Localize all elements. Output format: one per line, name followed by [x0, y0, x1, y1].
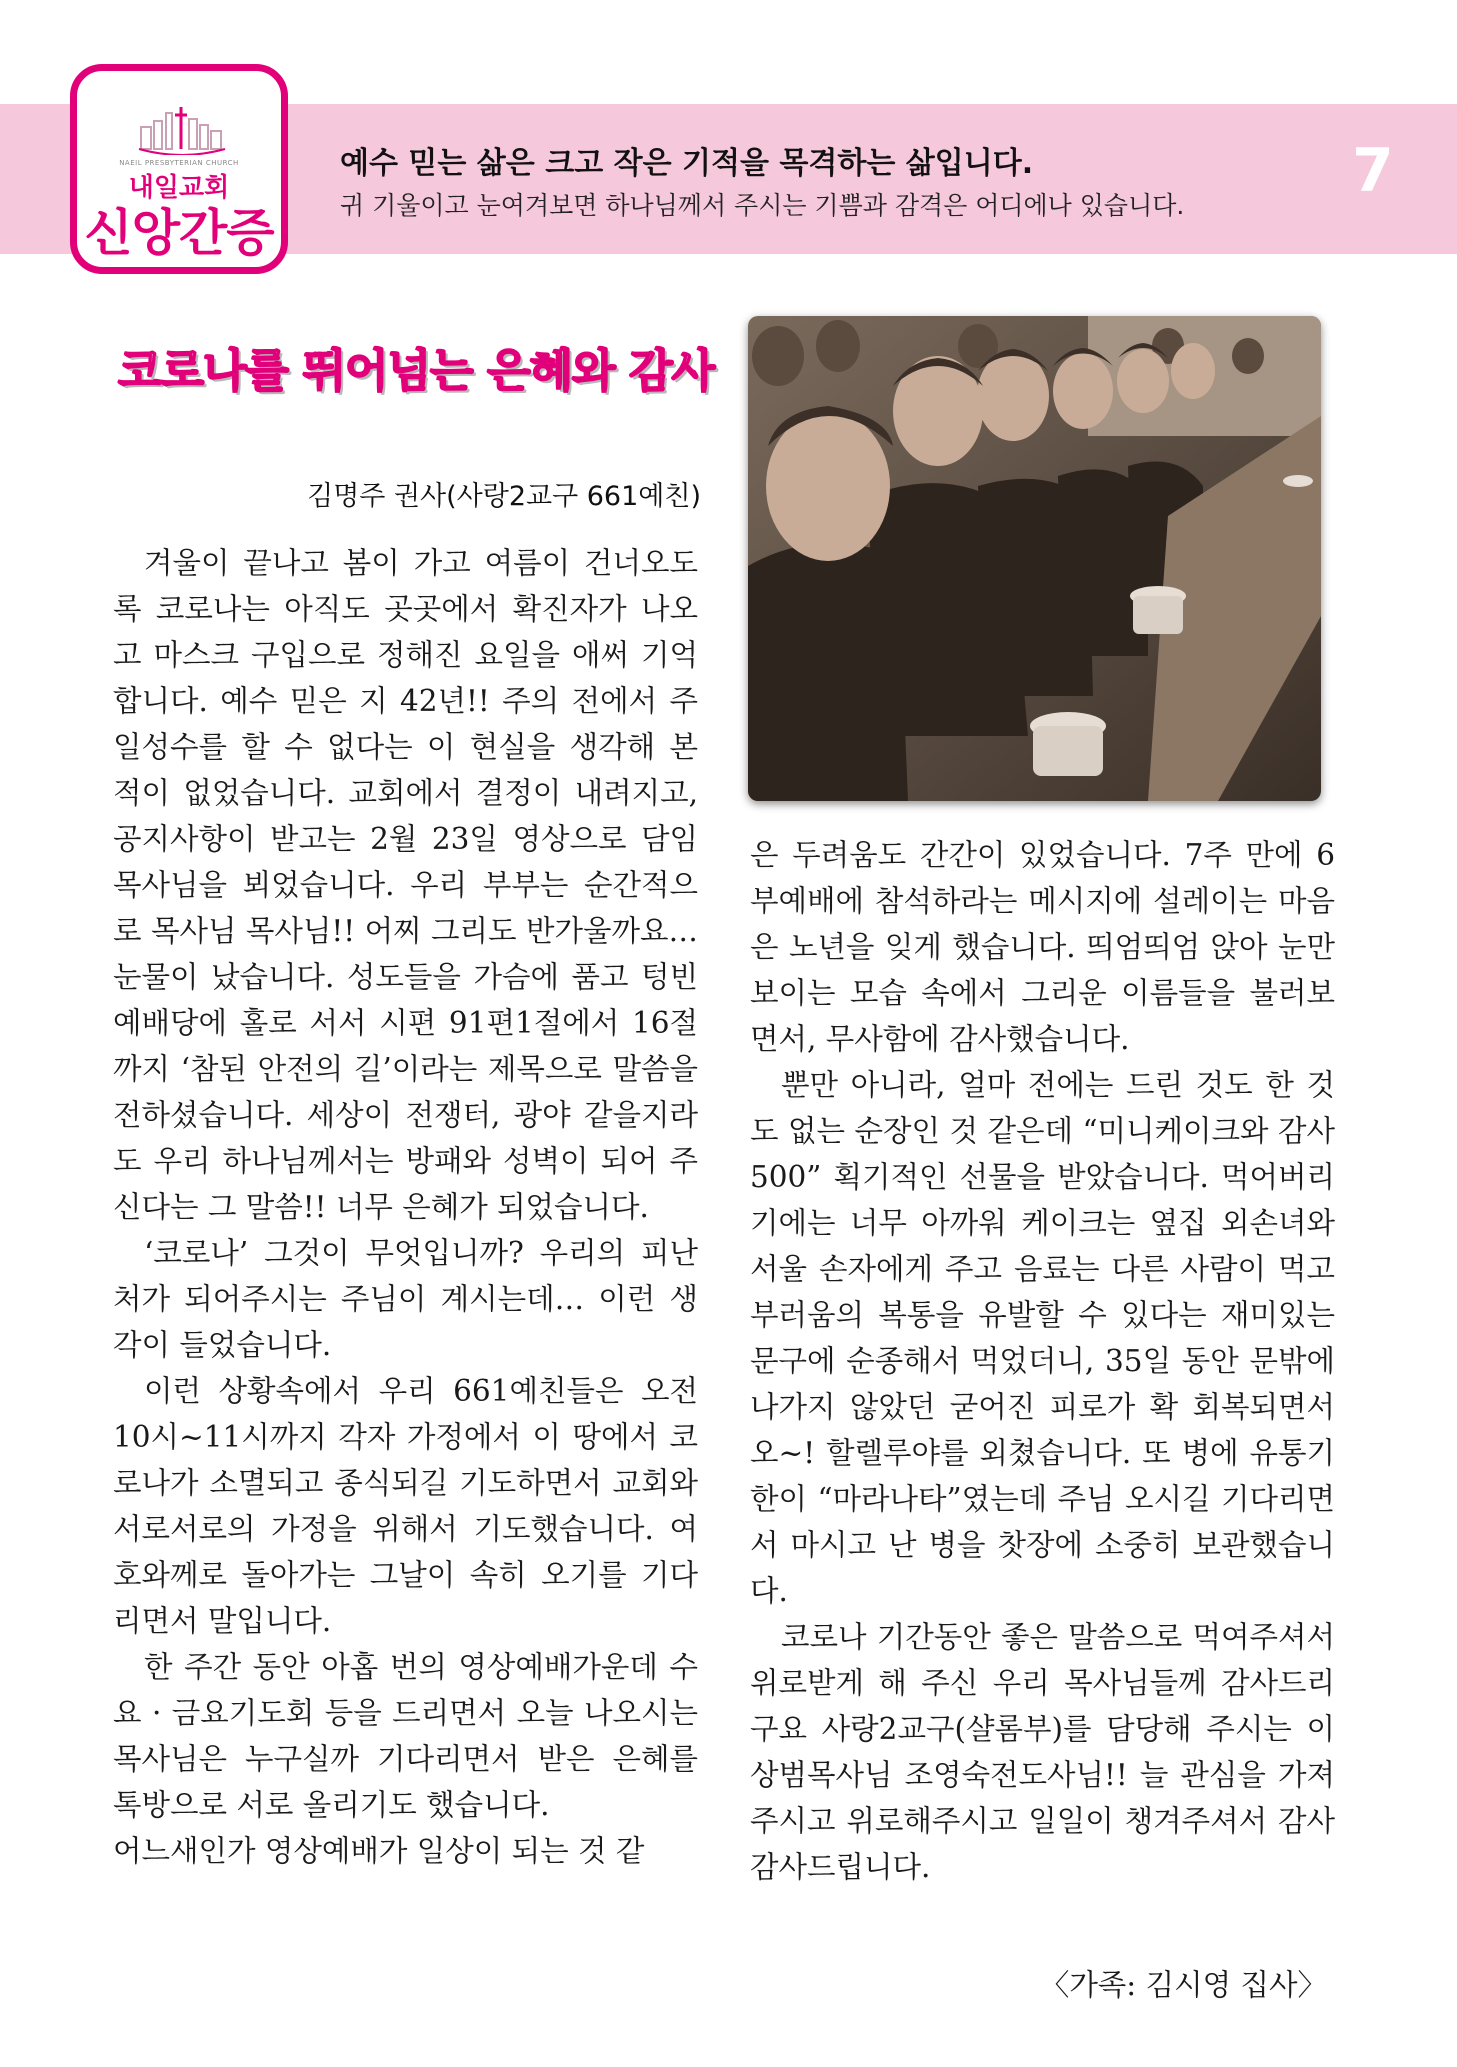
page-number: 7 — [1352, 136, 1394, 206]
paragraph: 코로나 기간동안 좋은 말씀으로 먹여주셔서 위로받게 해 주신 우리 목사님들께 감사드리구요 사랑2교구(샬롬부)를 담당해 주시는 이상범목사님 조영숙전도사님!! 늘 관심을 가져주시고 위로해주시고 일일이 챙겨주셔서 감사감사드립니다. — [750, 1620, 1335, 1884]
header-subline: 귀 기울이고 눈여겨보면 하나님께서 주시는 기쁨과 감격은 어디에나 있습니다. — [340, 191, 1185, 220]
paragraph: 어느새인가 영상예배가 일상이 되는 것 같 — [113, 1834, 645, 1868]
article-byline: 김명주 권사(사랑2교구 661예친) — [307, 481, 701, 512]
header-headline: 예수 믿는 삶은 크고 작은 기적을 목격하는 삶입니다. — [340, 146, 1034, 181]
paragraph: 겨울이 끝나고 봄이 가고 여름이 건너오도록 코로나는 아직도 곳곳에서 확진자가 나오고 마스크 구입으로 정해진 요일을 애써 기억합니다. 예수 믿은 지 42년!! 주의 전에서 주일성수를 할 수 없다는 이 현실을 생각해 본 적이 없었습니다. 교회에서 결정이 내려지고, 공지사항이 받고는 2월 23일 영상으로 담임목사님을 뵈었습니다. 우리 부부는 순간적으로 목사님 목사님!! 어찌 그리도 반가울까요… 눈물이 났습니다. 성도들을 가슴에 품고 텅빈 예배당에 홀로 서서 시편 91편1절에서 16절까지 ‘참된 안전의 길’이라는 제목으로 말씀을 전하셨습니다. 세상이 전쟁터, 광야 같을지라도 우리 하나님께서는 방패와 성벽이 되어 주신다는 그 말씀!! 너무 은혜가 되었습니다. — [113, 546, 698, 1224]
paragraph: 은 두려움도 간간이 있었습니다. 7주 만에 6부예배에 참석하라는 메시지에 설레이는 마음은 노년을 잊게 했습니다. 띄엄띄엄 앉아 눈만 보이는 모습 속에서 그리운 이름들을 불러보면서, 무사함에 감사했습니다. — [750, 838, 1335, 1056]
article-left-column — [113, 540, 698, 2040]
logo-small-text: NAEIL PRESBYTERIAN CHURCH — [119, 159, 239, 167]
group-photo — [748, 316, 1321, 801]
article-closing-family: 〈가족: 김시영 집사〉 — [1039, 1968, 1327, 2002]
paragraph: 이런 상황속에서 우리 661예친들은 오전 10시~11시까지 각자 가정에서 이 땅에서 코로나가 소멸되고 종식되길 기도하면서 교회와 서로서로의 가정을 위해서 기도했습니다. 여호와께로 돌아가는 그날이 속히 오기를 기다리면서 말입니다. — [113, 1374, 698, 1638]
church-skyline-icon — [137, 105, 227, 155]
logo-church-name: 내일교회 — [128, 173, 230, 203]
section-label: 신앙간증 — [84, 204, 274, 262]
paragraph: 한 주간 동안 아홉 번의 영상예배가운데 수요 · 금요기도회 등을 드리면서 오늘 나오시는 목사님은 누구실까 기다리면서 받은 은혜를 톡방으로 서로 올리기도 했습니다. — [113, 1650, 698, 1822]
section-logo — [70, 64, 288, 274]
paragraph: 뿐만 아니라, 얼마 전에는 드린 것도 한 것도 없는 순장인 것 같은데 “미니케이크와 감사500” 획기적인 선물을 받았습니다. 먹어버리기에는 너무 아까워 케이크는 옆집 외손녀와 서울 손자에게 주고 음료는 다른 사람이 먹고 부러움의 복통을 유발할 수 있다는 재미있는 문구에 순종해서 먹었더니, 35일 동안 문밖에 나가지 않았던 굳어진 피로가 확 회복되면서 오~! 할렐루야를 외쳤습니다. 또 병에 유통기한이 “마라나타”였는데 주님 오시길 기다리면서 마시고 난 병을 찻장에 소중히 보관했습니다. — [750, 1068, 1335, 1608]
photo-women-in-church-pews — [748, 316, 1321, 801]
article-right-column — [750, 832, 1335, 1982]
article-title: 코로나를 뛰어넘는 은혜와 감사 — [118, 344, 715, 397]
paragraph: ‘코로나’ 그것이 무엇입니까? 우리의 피난처가 되어주시는 주님이 계시는데… 이런 생각이 들었습니다. — [113, 1236, 698, 1362]
